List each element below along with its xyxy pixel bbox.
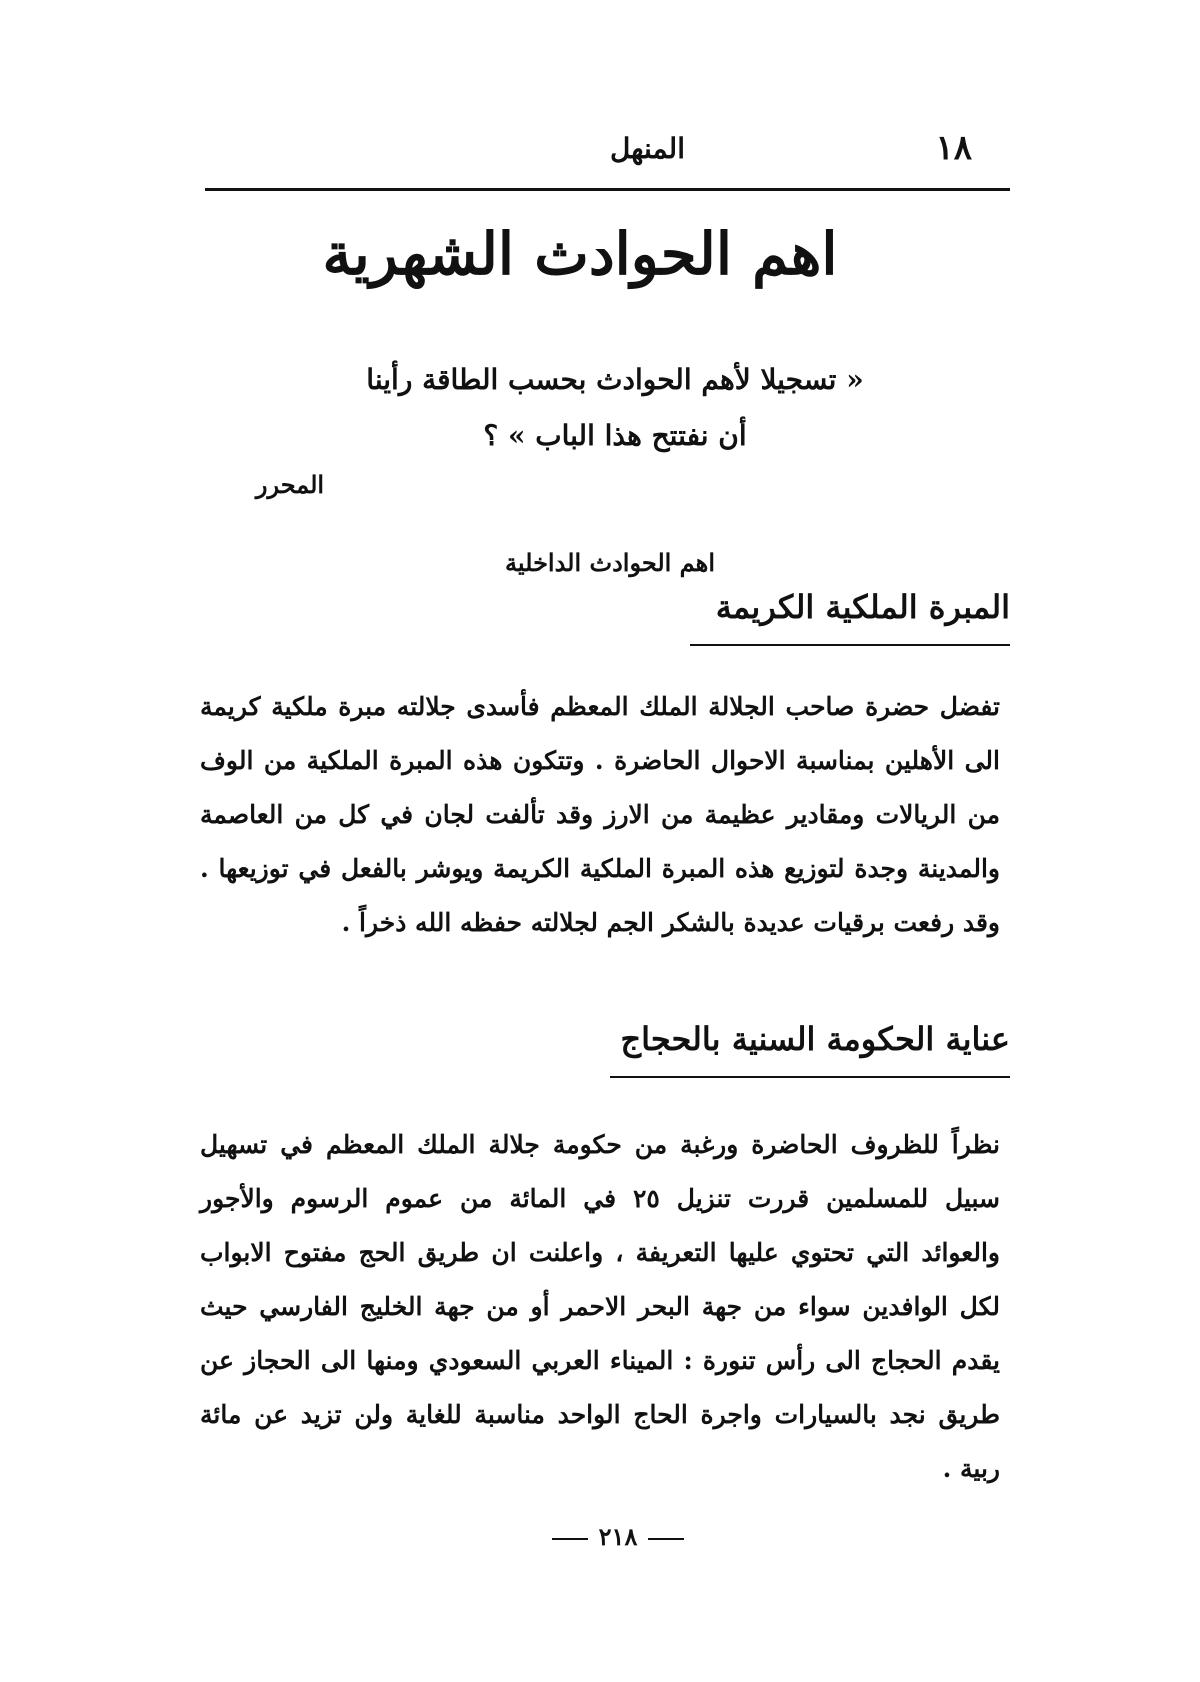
section-paragraph-royal-charity: تفضل حضرة صاحب الجلالة الملك المعظم فأسدى جلالته مبرة ملكية كريمة الى الأهلين بمناسبة الاحوال الحاضرة . وتتكون هذه المبرة الملكية من الوف من الريالات ومقادير عظيمة من الارز وقد تألفت لجان في كل من العاصمة والمدينة وجدة لتوزيع هذه المبرة الملكية الكريمة ويوشر بالفعل في توزيعها . وقد رفعت برقيات عديدة بالشكر الجم لجلالته حفظه الله ذخراً . — [200, 692, 1000, 937]
intro-line-2: أن نفتتح هذا الباب » ؟ — [483, 419, 747, 452]
page-title: اهم الحوادث الشهرية — [322, 220, 838, 288]
section-title-royal-charity: المبرة الملكية الكريمة — [715, 588, 1010, 626]
intro-line-1: « تسجيلا لأهم الحوادث بحسب الطاقة رأينا — [366, 363, 864, 396]
header-divider — [205, 188, 1010, 191]
page-header — [205, 128, 1010, 184]
header-page-number: ١٨ — [935, 128, 972, 168]
section-title-underline — [610, 1076, 1010, 1078]
section-group-heading: اهم الحوادث الداخلية — [505, 548, 715, 577]
section-title-pilgrims-care: عناية الحكومة السنية بالحجاج — [620, 1020, 1010, 1058]
page-footer — [500, 1518, 700, 1558]
footer-dash-left — [552, 1538, 588, 1540]
editor-intro — [220, 352, 1010, 464]
journal-name: المنهل — [609, 132, 685, 165]
section-title-underline — [690, 644, 1010, 646]
footer-page-number: ٢١٨ — [598, 1522, 638, 1551]
footer-dash-right — [648, 1538, 684, 1540]
editor-signature: المحرر — [255, 470, 325, 499]
section-paragraph-pilgrims-care: نظراً للظروف الحاضرة ورغبة من حكومة جلالة الملك المعظم في تسهيل سبيل للمسلمين قررت تنزيل ٢٥ في المائة من عموم الرسوم والأجور والعوائد التي تحتوي عليها التعريفة ، واعلنت ان طريق الحج مفتوح الابواب لكل الوافدين سواء من جهة البحر الاحمر أو من جهة الخليج الفارسي حيث يقدم الحجاج الى رأس تنورة : الميناء العربي السعودي ومنها الى الحجاز عن طريق نجد بالسيارات واجرة الحاج الواحد مناسبة للغاية ولن تزيد عن مائة ربية . — [200, 1130, 1001, 1483]
